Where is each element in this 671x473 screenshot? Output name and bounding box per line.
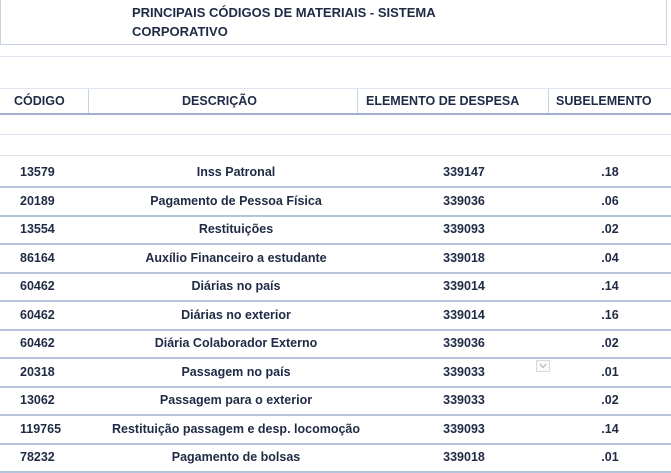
- header-description: DESCRIÇÃO: [182, 94, 258, 108]
- cell-subelement[interactable]: .14: [601, 421, 619, 436]
- cell-code[interactable]: 60462: [20, 307, 55, 322]
- cell-description[interactable]: Diária Colaborador Externo: [154, 336, 318, 350]
- cell-description[interactable]: Auxílio Financeiro a estudante: [145, 250, 327, 265]
- cell-code[interactable]: 13062: [20, 393, 55, 407]
- cell-subelement[interactable]: .01: [601, 450, 619, 464]
- cell-code[interactable]: 78232: [20, 450, 55, 464]
- filter-dropdown[interactable]: [536, 360, 550, 372]
- cell-subelement[interactable]: .02: [601, 336, 619, 350]
- cell-description[interactable]: Diárias no exterior: [181, 307, 291, 322]
- table-row[interactable]: [0, 417, 671, 445]
- header-underline: [0, 113, 671, 115]
- table-row[interactable]: [0, 303, 671, 331]
- table-row[interactable]: [0, 388, 671, 416]
- cell-description[interactable]: Diárias no país: [191, 279, 281, 293]
- cell-expense-element[interactable]: 339036: [443, 193, 485, 208]
- cell-subelement[interactable]: .14: [601, 279, 619, 293]
- cell-description[interactable]: Pagamento de bolsas: [171, 450, 301, 464]
- cell-expense-element[interactable]: 339036: [443, 336, 485, 350]
- cell-description[interactable]: Passagem no país: [181, 364, 291, 379]
- header-expense-element: ELEMENTO DE DESPESA: [366, 94, 520, 108]
- header-subelement: SUBELEMENTO: [556, 94, 652, 108]
- table-row[interactable]: [0, 217, 671, 245]
- cell-expense-element[interactable]: 339093: [443, 421, 485, 436]
- title-cell[interactable]: [0, 0, 667, 45]
- cell-subelement[interactable]: .01: [601, 364, 619, 379]
- header-code: CÓDIGO: [14, 94, 65, 108]
- table-row[interactable]: [0, 445, 671, 473]
- cell-code[interactable]: 20318: [20, 364, 55, 379]
- cell-subelement[interactable]: .04: [601, 250, 619, 265]
- table-row[interactable]: [0, 189, 671, 217]
- column-divider: [548, 89, 549, 113]
- cell-description[interactable]: Passagem para o exterior: [159, 393, 313, 407]
- cell-code[interactable]: 13554: [20, 222, 55, 236]
- cell-code[interactable]: 20189: [20, 193, 55, 208]
- cell-expense-element[interactable]: 339018: [443, 450, 485, 464]
- table-row[interactable]: [0, 274, 671, 302]
- column-divider: [88, 89, 89, 113]
- cell-subelement[interactable]: .16: [601, 307, 619, 322]
- cell-code[interactable]: 119765: [20, 421, 62, 436]
- table-header: [0, 89, 671, 113]
- cell-subelement[interactable]: .18: [601, 165, 619, 179]
- cell-description[interactable]: Inss Patronal: [196, 165, 276, 179]
- table-row[interactable]: [0, 331, 671, 359]
- cell-description[interactable]: Pagamento de Pessoa Física: [150, 193, 322, 208]
- cell-subelement[interactable]: .02: [601, 393, 619, 407]
- table-row[interactable]: [0, 246, 671, 274]
- cell-expense-element[interactable]: 339014: [443, 307, 485, 322]
- cell-expense-element[interactable]: 339033: [443, 393, 485, 407]
- cell-code[interactable]: 60462: [20, 336, 55, 350]
- divider: [0, 155, 671, 156]
- chevron-down-icon: [539, 363, 547, 369]
- cell-subelement[interactable]: .06: [601, 193, 619, 208]
- cell-description[interactable]: Restituição passagem e desp. locomoção: [112, 421, 360, 436]
- cell-description[interactable]: Restituições: [198, 222, 274, 236]
- cell-code[interactable]: 86164: [20, 250, 55, 265]
- table-row[interactable]: [0, 160, 671, 188]
- column-divider: [357, 89, 358, 113]
- cell-expense-element[interactable]: 339093: [443, 222, 485, 236]
- divider: [0, 134, 671, 135]
- cell-expense-element[interactable]: 339147: [443, 165, 485, 179]
- page-title: PRINCIPAIS CÓDIGOS DE MATERIAIS - SISTEMA CORPORATIVO: [132, 5, 436, 39]
- table-row[interactable]: [0, 360, 671, 388]
- cell-expense-element[interactable]: 339033: [443, 364, 485, 379]
- cell-code[interactable]: 13579: [20, 165, 55, 179]
- cell-subelement[interactable]: .02: [601, 222, 619, 236]
- divider: [0, 56, 671, 57]
- cell-code[interactable]: 60462: [20, 279, 55, 293]
- cell-expense-element[interactable]: 339018: [443, 250, 485, 265]
- cell-expense-element[interactable]: 339014: [443, 279, 485, 293]
